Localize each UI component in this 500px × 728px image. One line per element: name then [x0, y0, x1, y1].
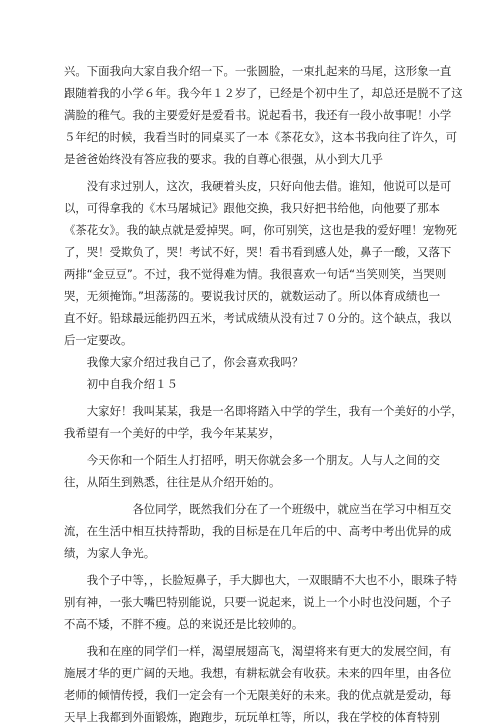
text-line: 流，在生活中相互扶持帮助，我的目标是在几年后的中、高考中考出优异的成 — [64, 524, 452, 538]
text-line: 跟随着我的小学６年。我今年１２岁了，已经是个初中生了，却总还是脱不了这 — [64, 86, 463, 100]
text-line: 绩，为家人争光。 — [64, 546, 156, 560]
text-line: 满脸的稚气。我的主要爱好是爱看书。说起看书，我还有一段小故事呢！小学 — [64, 108, 452, 122]
text-line: ５年纪的时候，我看当时的同桌买了一本《茶花女》，这本书我向往了许久，可 — [64, 130, 457, 144]
text-line: 没有求过别人，这次，我硬着头皮，只好向他去借。谁知，他说可以是可 — [64, 179, 452, 193]
text-line: 以，可得拿我的《木马屠城记》跟他交换，我只好把书给他，向他要了那本 — [64, 201, 440, 215]
text-line: 直不好。铅球最远能扔四五米，考试成绩从没有过７０分的。这个缺点，我以 — [64, 311, 452, 325]
paragraph-aspirations — [64, 640, 452, 728]
text-line: 后一定要改。 — [64, 333, 133, 347]
text-line: 我像大家介绍过我自己了，你会喜欢我吗？ — [64, 355, 304, 369]
text-line: 我个子中等，，长脸短鼻子，手大脚也大，一双眼睛不大也不小，眼珠子特 — [64, 573, 457, 587]
paragraph-closing-question — [64, 351, 436, 373]
section-title: 初中自我介绍１５ — [64, 377, 178, 391]
text-line: 是爸爸始终没有答应我的要求。我的自尊心很强，从小到大几乎 — [64, 152, 383, 166]
paragraph-class-goals — [64, 498, 452, 564]
text-line: 不高不矮，不胖不瘦。总的来说还是比较帅的。 — [64, 617, 304, 631]
paragraph-greeting — [64, 400, 463, 444]
document-body — [64, 60, 463, 728]
paragraph-self-intro-continued — [64, 60, 463, 170]
text-line: 两排“金豆豆”。不过，我不觉得难为情。我很喜欢一句话“当笑则笑，当哭则 — [64, 267, 447, 281]
text-line: 别有神，一张大嘴巴特别能说，只要一说起来，说上一个小时也没问题，个子 — [64, 595, 452, 609]
text-line: 大家好！我叫某某，我是一名即将踏入中学的学生，我有一个美好的小学， — [64, 404, 463, 418]
text-line: 了，哭！受欺负了，哭！考试不好，哭！看书看到感人处，鼻子一酸，又落下 — [64, 245, 452, 259]
text-line: 施展才华的更广阔的天地。我想，有耕耘就会有收获。未来的四年里，由各位 — [64, 666, 452, 680]
text-line: 我希望有一个美好的中学，我今年某某岁， — [64, 426, 281, 440]
text-line: 兴。下面我向大家自我介绍一下。一张圆脸，一束扎起来的马尾，这形象一直 — [64, 64, 452, 78]
text-line: 老师的倾情传授，我们一定会有一个无限美好的未来。我的优点就是爱动，每 — [64, 688, 452, 702]
section-heading — [64, 373, 436, 395]
paragraph-crying-story — [64, 175, 457, 351]
paragraph-appearance — [64, 569, 457, 635]
text-line: 《茶花女》。我的缺点就是爱掉哭。呵，你可别笑，这也是我的爱好哩！宠物死 — [64, 223, 457, 237]
text-line: 各位同学，既然我们分在了一个班级中，就应当在学习中相互交 — [64, 502, 452, 516]
text-line: 往，从陌生到熟悉，往往是从介绍开始的。 — [64, 475, 281, 489]
text-line: 我和在座的同学们一样，渴望展翅高飞，渴望将来有更大的发展空间，有 — [64, 644, 452, 658]
paragraph-making-friends — [64, 449, 440, 493]
text-line: 天早上我都到外面锻炼，跑跑步，玩玩单杠等，所以，我在学校的体育特别 — [64, 710, 440, 724]
text-line: 今天你和一个陌生人打招呼，明天你就会多一个朋友。人与人之间的交 — [64, 453, 440, 467]
text-line: 哭，无须掩饰。”坦荡荡的。要说我讨厌的，就数运动了。所以体育成绩也一 — [64, 289, 441, 303]
